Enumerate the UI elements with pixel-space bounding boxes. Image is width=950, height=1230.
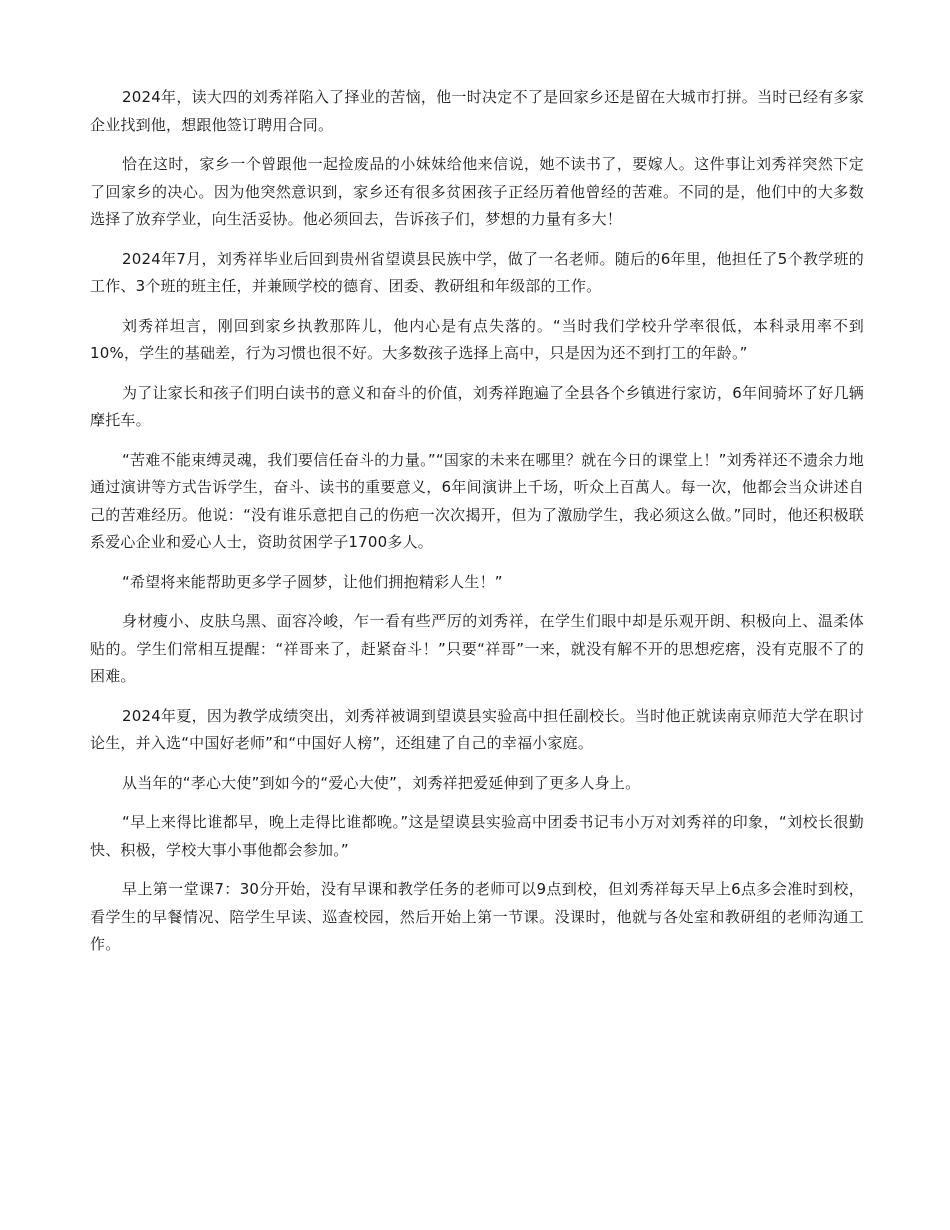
- paragraph-11: “早上来得比谁都早，晚上走得比谁都晚。”这是望谟县实验高中团委书记韦小万对刘秀祥的印象，“刘校长很勤快、积极，学校大事小事他都会参加。”: [90, 813, 864, 859]
- paragraph-9: 2024年夏，因为教学成绩突出，刘秀祥被调到望谟县实验高中担任副校长。当时他正就读南京师范大学在职讨论生，并入选“中国好老师”和“中国好人榜”，还组建了自己的幸福小家庭。: [90, 706, 864, 752]
- paragraph-10: 从当年的“孝心大使”到如今的“爱心大使”，刘秀祥把爱延伸到了更多人身上。: [122, 773, 641, 792]
- paragraph-2: 恰在这时，家乡一个曾跟他一起捡废品的小妹妹给他来信说，她不读书了，要嫁人。这件事让刘秀祥突然下定了回家乡的决心。因为他突然意识到，家乡还有很多贫困孩子正经历着他曾经的苦难。不同的是，他们中的大多数选择了放弃学业，向生活妥协。他必须回去，告诉孩子们，梦想的力量有多大！: [90, 155, 864, 228]
- paragraph-7: “希望将来能帮助更多学子圆梦，让他们拥抱精彩人生！”: [122, 572, 503, 591]
- paragraph-5: 为了让家长和孩子们明白读书的意义和奋斗的价值，刘秀祥跑遍了全县各个乡镇进行家访，6年间骑坏了好几辆摩托车。: [90, 383, 864, 429]
- paragraph-8: 身材瘦小、皮肤乌黑、面容冷峻，乍一看有些严厉的刘秀祥，在学生们眼中却是乐观开朗、积极向上、温柔体贴的。学生们常相互提醒：“祥哥来了，赶紧奋斗！”只要“祥哥”一来，就没有解不开的思想疙瘩，没有克服不了的困难。: [90, 612, 864, 685]
- paragraph-3: 2024年7月，刘秀祥毕业后回到贵州省望谟县民族中学，做了一名老师。随后的6年里，他担任了5个教学班的工作、3个班的班主任，并兼顾学校的德育、团委、教研组和年级部的工作。: [90, 249, 864, 295]
- document-page: [90, 84, 864, 971]
- paragraph-6: “苦难不能束缚灵魂，我们要信任奋斗的力量。”“国家的未来在哪里？就在今日的课堂上！”刘秀祥还不遗余力地通过演讲等方式告诉学生，奋斗、读书的重要意义，6年间演讲上千场，听众上百萬人。每一次，他都会当众讲述自己的苦难经历。他说：“没有谁乐意把自己的伤疤一次次揭开，但为了激励学生，我必须这么做。”同时，他还积极联系爱心企业和爱心人士，资助贫困学子1700多人。: [90, 450, 864, 551]
- paragraph-12: 早上第一堂课7：30分开始，没有早课和教学任务的老师可以9点到校，但刘秀祥每天早上6点多会准时到校，看学生的早餐情况、陪学生早读、巡查校园，然后开始上第一节课。没课时，他就与各处室和教研组的老师沟通工作。: [90, 880, 864, 953]
- paragraph-1: 2024年，读大四的刘秀祥陷入了择业的苦恼，他一时决定不了是回家乡还是留在大城市打拼。当时已经有多家企业找到他，想跟他签订聘用合同。: [90, 88, 864, 134]
- paragraph-4: 刘秀祥坦言，刚回到家乡执教那阵儿，他内心是有点失落的。“当时我们学校升学率很低，本科录用率不到10%，学生的基础差，行为习惯也很不好。大多数孩子选择上高中，只是因为还不到打工的年龄。”: [90, 316, 864, 362]
